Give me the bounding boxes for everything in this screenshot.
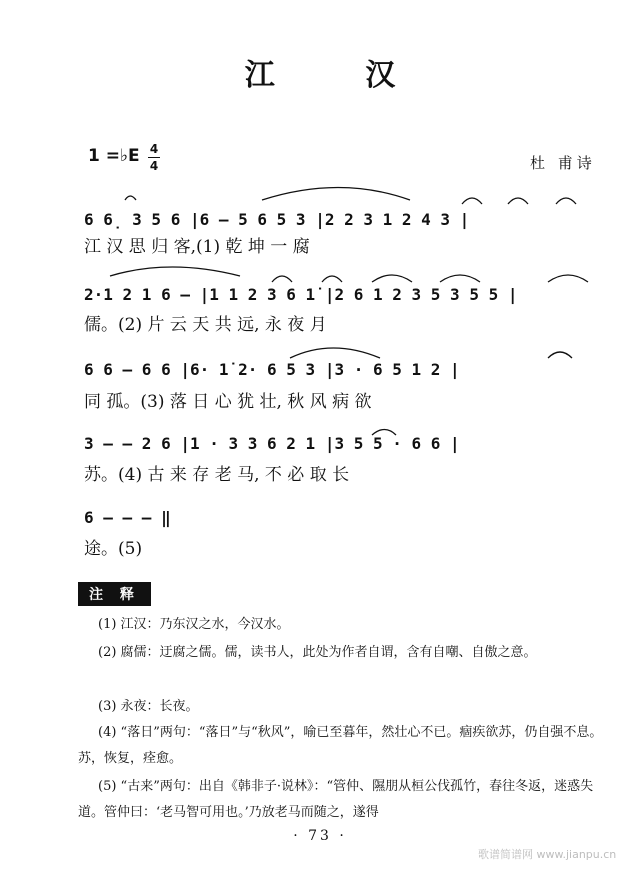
- score-system-1-notes: 6 6̣ 3 5 6 |6 – 5 6 5 3 |2 2 3 1 2 4 3 |: [84, 210, 470, 229]
- annotation-item: (4) “落日”两句：“落日”与“秋风”，喻已至暮年，然壮心不已。痼疾欲苏，仍自强不息。苏，恢复，痊愈。: [78, 725, 603, 766]
- slur: [372, 275, 412, 282]
- score-system-3-lyrics: 同 孤。(3) 落 日 心 犹 壮, 秋 风 病 欲: [84, 392, 372, 412]
- slur: [272, 276, 292, 282]
- time-signature-numerator: 4: [149, 142, 159, 156]
- watermark: 歌谱简谱网 www.jianpu.cn: [478, 848, 617, 861]
- slur: [548, 275, 588, 282]
- slur: [462, 198, 482, 204]
- score-system-3-notes: 6 6 – 6 6 |6· 1̇ 2· 6 5 3 |3 · 6 5 1 2 |: [84, 360, 460, 379]
- annotations-heading: 注 释: [78, 582, 151, 606]
- page-title: 江 汉: [244, 58, 436, 93]
- slur: [110, 267, 240, 276]
- slur: [440, 275, 480, 282]
- score-system-1-lyrics: 江 汉 思 归 客,(1) 乾 坤 一 腐: [84, 237, 310, 257]
- annotation-item: (1) 江汉：乃东汉之水，今汉水。: [98, 617, 290, 632]
- slur: [322, 276, 342, 282]
- score-system-5-notes: 6 – – – ‖: [84, 508, 171, 527]
- slur: [290, 348, 380, 358]
- slur: [548, 352, 572, 358]
- author-credit: 杜 甫诗: [530, 154, 596, 172]
- slur: [262, 188, 410, 201]
- score-system-4-notes: 3 – – 2 6 |1 · 3 3 6 2 1 |3 5 5 · 6 6 |: [84, 434, 460, 453]
- time-signature-denominator: 4: [149, 159, 159, 173]
- score-system-4-lyrics: 苏。(4) 古 来 存 老 马, 不 必 取 长: [84, 465, 350, 485]
- annotation-item: (2) 腐儒：迂腐之儒。儒，读书人，此处为作者自谓，含有自嘲、自傲之意。: [98, 645, 537, 660]
- annotation-item: (3) 永夜：长夜。: [98, 699, 199, 714]
- slur: [508, 198, 528, 204]
- score-system-2-notes: 2·1 2 1 6 – |1 1 2 3 6 1̇ |2 6 1 2 3 5 3 5 5 |: [84, 285, 518, 304]
- annotation-item: (5) “古来”两句：出自《韩非子·说林》：“管仲、隰朋从桓公伐孤竹，春往冬返，迷惑失道。管仲曰：‘老马智可用也。’乃放老马而随之，遂得: [78, 779, 594, 820]
- slur: [125, 196, 136, 200]
- key-signature: 1 =♭E: [88, 146, 140, 166]
- score-system-2-lyrics: 儒。(2) 片 云 天 共 远, 永 夜 月: [84, 315, 327, 335]
- page-number: · 73 ·: [293, 828, 347, 844]
- score-system-5-lyrics: 途。(5): [84, 539, 143, 559]
- slur: [556, 198, 576, 204]
